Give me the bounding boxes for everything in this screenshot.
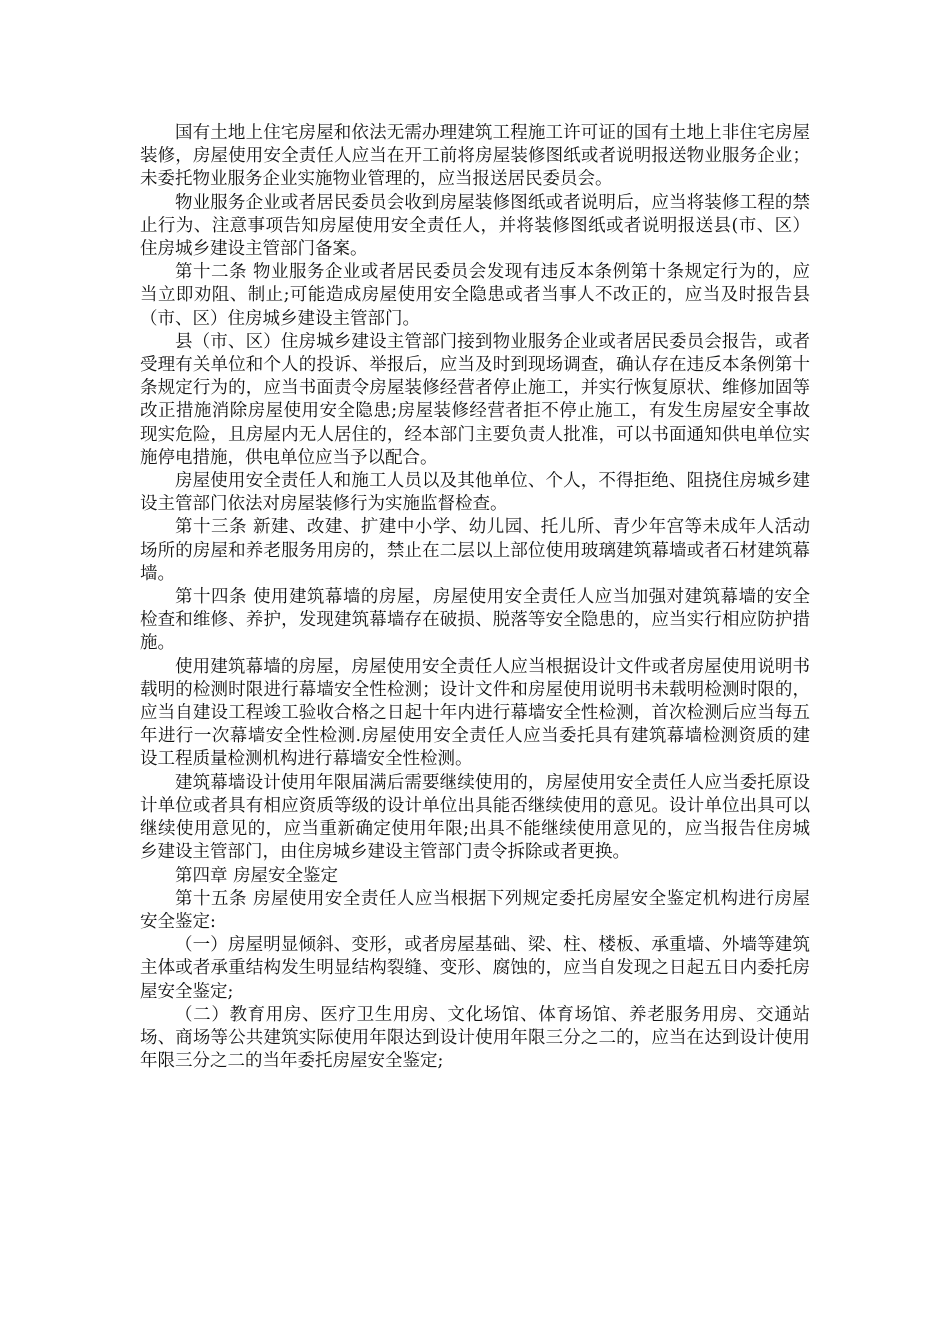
- paragraph: 国有土地上住宅房屋和依法无需办理建筑工程施工许可证的国有土地上非住宅房屋装修，房屋使用安全责任人应当在开工前将房屋装修图纸或者说明报送物业服务企业；未委托物业服务企业实施物业管理的，应当报送居民委员会。: [140, 123, 810, 190]
- document-body: [140, 122, 810, 1073]
- paragraph: 房屋使用安全责任人和施工人员以及其他单位、个人，不得拒绝、阻挠住房城乡建设主管部门依法对房屋装修行为实施监督检查。: [140, 471, 810, 515]
- article-12-paragraph: 第十二条 物业服务企业或者居民委员会发现有违反本条例第十条规定行为的，应当立即劝阻、制止;可能造成房屋使用安全隐患或者当事人不改正的，应当及时报告县（市、区）住房城乡建设主管部门。: [140, 262, 810, 329]
- article-13-paragraph: 第十三条 新建、改建、扩建中小学、幼儿园、托儿所、青少年宫等未成年人活动场所的房屋和养老服务用房的，禁止在二层以上部位使用玻璃建筑幕墙或者石材建筑幕墙。: [140, 517, 810, 584]
- list-item: （一）房屋明显倾斜、变形，或者房屋基础、梁、柱、楼板、承重墙、外墙等建筑主体或者承重结构发生明显结构裂缝、变形、腐蚀的，应当自发现之日起五日内委托房屋安全鉴定;: [140, 935, 810, 1002]
- article-15-paragraph: 第十五条 房屋使用安全责任人应当根据下列规定委托房屋安全鉴定机构进行房屋安全鉴定:: [140, 888, 810, 932]
- list-item: （二）教育用房、医疗卫生用房、文化场馆、体育场馆、养老服务用房、交通站场、商场等公共建筑实际使用年限达到设计使用年限三分之二的，应当在达到设计使用年限三分之二的当年委托房屋安全鉴定;: [140, 1004, 810, 1072]
- paragraph: 建筑幕墙设计使用年限届满后需要继续使用的，房屋使用安全责任人应当委托原设计单位或者具有相应资质等级的设计单位出具能否继续使用的意见。设计单位出具可以继续使用意见的，应当重新确定使用年限;出具不能继续使用意见的，应当报告住房城乡建设主管部门，由住房城乡建设主管部门责令拆除或者更换。: [140, 772, 810, 863]
- paragraph: 物业服务企业或者居民委员会收到房屋装修图纸或者说明后，应当将装修工程的禁止行为、注意事项告知房屋使用安全责任人，并将装修图纸或者说明报送县(市、区）住房城乡建设主管部门备案。: [140, 192, 810, 260]
- paragraph: 县（市、区）住房城乡建设主管部门接到物业服务企业或者居民委员会报告，或者受理有关单位和个人的投诉、举报后，应当及时到现场调查，确认存在违反本条例第十条规定行为的，应当书面责令房屋装修经营者停止施工，并实行恢复原状、维修加固等改正措施消除房屋使用安全隐患;房屋装修经营者拒不停止施工，有发生房屋安全事故现实危险，且房屋内无人居住的，经本部门主要负责人批准，可以书面通知供电单位实施停电措施，供电单位应当予以配合。: [140, 331, 810, 468]
- chapter-heading: 第四章 房屋安全鉴定: [175, 865, 339, 886]
- paragraph: 使用建筑幕墙的房屋，房屋使用安全责任人应当根据设计文件或者房屋使用说明书载明的检测时限进行幕墙安全性检测；设计文件和房屋使用说明书未载明检测时限的，应当自建设工程竣工验收合格之日起十年内进行幕墙安全性检测，首次检测后应当每五年进行一次幕墙安全性检测.房屋使用安全责任人应当委托具有建筑幕墙检测资质的建设工程质量检测机构进行幕墙安全性检测。: [140, 656, 810, 770]
- article-14-paragraph: 第十四条 使用建筑幕墙的房屋，房屋使用安全责任人应当加强对建筑幕墙的安全检查和维修、养护，发现建筑幕墙存在破损、脱落等安全隐患的，应当实行相应防护措施。: [140, 587, 810, 654]
